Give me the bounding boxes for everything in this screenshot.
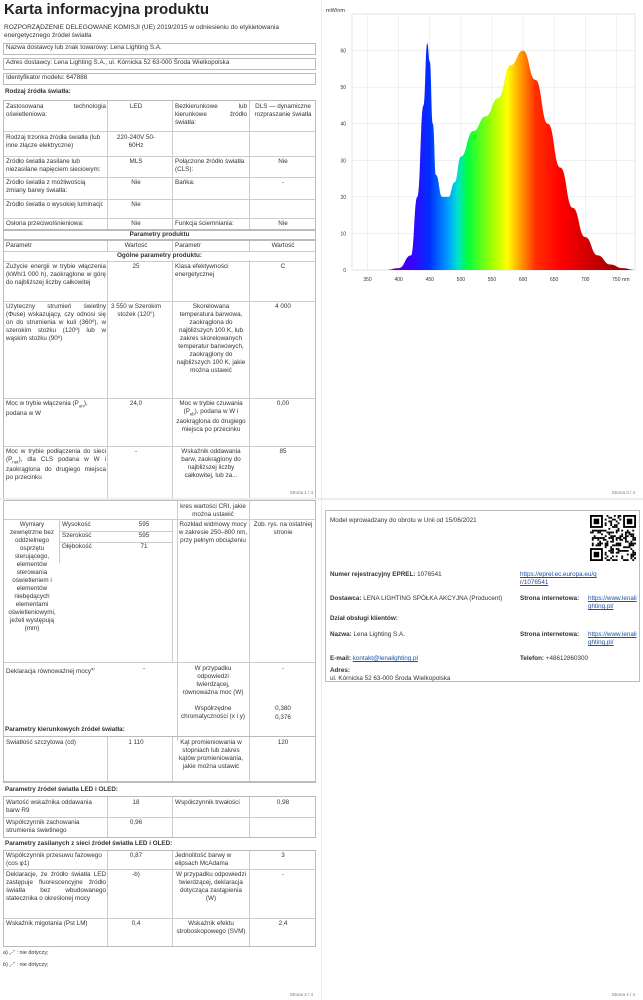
source-label: Rodzaj trzonka źródła światła (lub inne złącze elektryczne) [6, 134, 101, 149]
spectrum-value: Zob. rys. na ostatniej stronie [253, 521, 313, 536]
param-value: 120 [277, 739, 289, 746]
supplier-row [3, 43, 316, 55]
market-date: Model wprowadzany do obrotu w Unii od 15/06/2021 [330, 517, 477, 524]
x-tick-label: 350 [363, 277, 372, 283]
col-param: Parametr [175, 242, 201, 249]
page-number: Strona 3 / 4 [611, 490, 635, 495]
address-value: Lena Lighting S.A., ul. Kórnicka 52 63-000 Środa Wielkopolska [53, 59, 230, 66]
param-label: Wskaźnik oddawania barw, zaokrąglony do najbliższej liczby całkowitej, lub za... [181, 448, 241, 479]
dim-name: Wysokość [62, 521, 91, 528]
x-tick-label: 600 [518, 277, 528, 283]
param-value: 85 [279, 448, 287, 455]
param-value: 2,4 [278, 920, 288, 927]
source-label: Zastosowana technologia oświetleniowa: [6, 103, 106, 118]
param-value: 3 550 w Szerokim stożek (120°) [110, 303, 162, 318]
y-tick-labels [340, 49, 346, 274]
source-value: - [281, 179, 285, 186]
param-value: 0,98 [276, 799, 290, 806]
param-value: 0,87 [129, 852, 143, 859]
footnote-b: b) „-” : nie dotyczy; [3, 962, 49, 968]
param-label: W przypadku odpowiedzi twierdzącej, deklaracja dotycząca zastąpienia (W) [175, 871, 246, 902]
source-value: Nie [131, 220, 141, 227]
source-value: Nie [278, 158, 288, 165]
source-label: Źródło światła z możliwością zmiany barwy światła: [6, 179, 86, 194]
y-tick-label: 0 [343, 268, 346, 274]
name-label: Nazwa: [330, 631, 352, 638]
param-label: Zużycie energii w trybie włączenia (kWh/1 000 h), zaokrąglone w górę do najbliższej liczby całkowitej [6, 263, 106, 286]
page-4 [322, 500, 643, 1000]
model-label: Identyfikator modelu: [6, 74, 65, 81]
address-label: Adres dostawcy: [6, 59, 53, 66]
info-box [325, 510, 640, 682]
email-row [330, 655, 418, 663]
param-value: 24,0 [129, 400, 143, 407]
source-label: Bańka: [175, 179, 195, 186]
param-label: Światłość szczytowa (cd) [6, 739, 76, 746]
dim-value: 595 [138, 521, 150, 528]
dim-name: Szerokość [62, 532, 92, 539]
source-value: DLS — dynamiczne rozpraszanie światła [254, 103, 312, 118]
param-value: -b) [132, 871, 140, 878]
params-header: Parametry produktu [3, 230, 316, 240]
param-value: - [134, 448, 138, 455]
email-link[interactable]: kontakt@lenalighting.pl [352, 655, 418, 662]
equiv-value: - [142, 665, 146, 672]
addr-value: ul. Kórnicka 52 63-000 Środa Wielkopolska [330, 675, 451, 682]
page-2 [0, 500, 321, 1000]
phone-row [520, 655, 588, 663]
param-label: Wskaźnik efektu stroboskopowego (SVM) [176, 920, 246, 935]
led-header: Parametry źródeł światła LED i OLED: [5, 786, 119, 793]
spectrum-label: Rozkład widmowy mocy w zakresie 250–800 nm, przy pełnym obciążeniu [178, 521, 248, 544]
x-tick-labels [363, 277, 620, 283]
eprel-link[interactable]: https://eprel.ec.europa.eu/qr/1076541 [520, 571, 597, 586]
dim-value: 71 [140, 543, 148, 550]
source-table [3, 100, 316, 230]
mains-table [3, 850, 316, 947]
supplier-row [330, 595, 502, 603]
source-value: Nie [131, 179, 141, 186]
param-label: Współczynnik trwałości [175, 799, 240, 806]
param-value: 1 110 [128, 739, 144, 746]
y-tick-label: 60 [340, 48, 346, 55]
param-label: Wskaźnik migotania (Pst LM) [6, 920, 88, 927]
page-title: Karta informacyjna produktu [4, 1, 210, 18]
name-row [330, 631, 405, 639]
param-value: 18 [132, 799, 140, 806]
param-value: 4 000 [275, 303, 291, 310]
regulation-text: ROZPORZĄDZENIE DELEGOWANE KOMISJI (UE) 2019/2015 w odniesieniu do etykietowania energetycznego źródeł światła [4, 24, 280, 39]
spectrum-chart [322, 0, 643, 290]
address-row [3, 58, 316, 70]
chroma-y: 0,376 [275, 714, 291, 721]
dims-label: Wymiary zewnętrzne bez oddzielnego osprzętu sterującego, elementów sterowania oświetleniem i elementów niebędących elementami oświetleniowymi, jeżeli występują (mm) [8, 521, 56, 632]
x-tick-label: 650 [549, 277, 559, 283]
footnote-a: a) „-” : nie dotyczy; [3, 950, 49, 956]
page-1 [0, 0, 321, 498]
addr-label: Adres: [330, 667, 350, 674]
x-unit-label: nm [622, 277, 630, 283]
general-table [3, 240, 316, 498]
dir-header: Parametry kierunkowych źródeł światła: [5, 726, 125, 733]
source-value: LED [129, 103, 143, 110]
x-tick-label: 400 [394, 277, 403, 283]
phone-label: Telefon: [520, 655, 545, 662]
supplier-value: Lena Lighting S.A. [110, 44, 162, 51]
y-tick-label: 50 [340, 85, 346, 92]
source-type-header: Rodzaj źródła światła: [5, 88, 71, 95]
col-value: Wartość [271, 242, 295, 249]
qr-code[interactable] [590, 515, 636, 561]
web2-label: Strona internetowa: [520, 631, 580, 638]
param-value: 3 [281, 852, 285, 859]
source-label: Źródło światła o wysokiej luminacji: [6, 201, 104, 208]
col-param: Parametr [6, 242, 32, 249]
name-value: Lena Lighting S.A. [353, 631, 405, 638]
dim-name: Głębokość [62, 543, 92, 550]
model-value: 647888 [66, 74, 88, 81]
param-label: Klasa efektywności energetycznej [175, 263, 229, 278]
param-label: Moc w trybie włączenia $(P_{on})$, podana w W [6, 400, 88, 418]
source-label: Osłona przeciwolśnieniowa: [6, 220, 84, 227]
param-value: 0,00 [276, 400, 290, 407]
page-number: Strona 4 / 4 [611, 992, 635, 997]
directional-value: - [281, 665, 285, 672]
param-label: Współczynnik zachowania strumienia świetlnego [6, 819, 80, 834]
supplier-label: Nazwa dostawcy lub znak towarowy: [6, 44, 109, 51]
general-header: Ogólne parametry produktu: [4, 252, 315, 260]
cri-tail: kres wartości CRI, jakie można ustawić [180, 503, 246, 518]
eprel-value: 1076541 [417, 571, 442, 578]
source-label: Źródło światła zasilane lub niezasilane napięciem sieciowym: [6, 158, 101, 173]
page-number: Strona 2 / 4 [289, 992, 313, 997]
param-label: Deklaracje, że źródło światła LED zastępuje fluorescencyjne źródło światła bez wbudowanego statecznika o określonej mocy [6, 871, 106, 902]
col-value: Wartość [124, 242, 148, 249]
equiv-label: Deklaracja równoważnej mocy$^{a)}$ [6, 666, 95, 676]
supplier-label: Dostawca: [330, 595, 362, 602]
directional-label: W przypadku odpowiedzi twierdzącej, równoważna moc (W) [182, 665, 244, 696]
param-label: Współczynnik przesuwu fazowego (cos φ1) [6, 852, 102, 867]
dir-table [3, 736, 316, 782]
web-link[interactable]: https://www.lenalighting.pl/ [588, 595, 637, 610]
param-label: Moc w trybie czuwania $(P_{sb})$, podana w W i zaokrąglona do drugiego miejsca po przecinku [176, 400, 246, 434]
source-value: Nie [131, 201, 141, 208]
param-label: Kąt promieniowania w stopniach lub zakres kątów promieniowania, jakie można ustawić [178, 739, 244, 770]
source-value: 220-240V 50-60Hz [116, 134, 156, 149]
x-tick-label: 700 [581, 277, 590, 283]
param-value: 25 [132, 263, 140, 270]
x-tick-label: 550 [487, 277, 497, 283]
source-label: Funkcja ściemniania: [175, 220, 234, 227]
service-header: Dział obsługi klientów: [330, 615, 398, 622]
supplier-value: LENA LIGHTING SPÓŁKA AKCYJNA (Producent) [363, 595, 503, 602]
mains-header: Parametry zasilanych z sieci źródeł światła LED i OLED: [5, 840, 173, 847]
source-value: Nie [278, 220, 288, 227]
param-label: Wartość wskaźnika oddawania barw R9 [6, 799, 92, 814]
phone-value: +48612860300 [545, 655, 588, 662]
page-3 [322, 0, 643, 498]
x-tick-label: 500 [456, 277, 466, 283]
param-value: 0,96 [129, 819, 143, 826]
param-value: - [281, 871, 285, 878]
source-label: Bezkierunkowe lub kierunkowe źródło światła: [175, 103, 247, 126]
chroma-label: Współrzędne chromatyczności (x i y) [180, 705, 246, 720]
x-tick-label: 750 [612, 277, 621, 283]
param-value: 0,4 [131, 920, 141, 927]
x-tick-label: 450 [425, 277, 434, 283]
y-tick-label: 30 [340, 158, 346, 165]
param-label: Jednolitość barwy w elipsach McAdama [175, 852, 232, 867]
param-value: C [280, 263, 286, 270]
source-value: MLS [129, 158, 143, 165]
dim-value: 595 [138, 532, 150, 539]
eprel-label: Numer rejestracyjny EPREL: [330, 571, 416, 578]
param-label: Skorelowana temperatura barwowa, zaokrąglona do najbliższych 100 K, lub zakres skorelowanych temperatur barwowych, zaokrąglony do najbliższych 100 K, jakie można ustawić [176, 303, 246, 374]
y-unit-label: mW/nm [326, 8, 345, 14]
param-label: Moc w trybie podłączenia do sieci $(P_{net})$, dla CLS podana w W i zaokrąglona do drugiego miejsca po przecinku [6, 448, 106, 482]
model-row [3, 73, 316, 85]
eprel-row [330, 571, 442, 579]
led-table [3, 796, 316, 838]
source-label: Połączone źródło światła (CLS): [175, 158, 245, 173]
web-label: Strona internetowa: [520, 595, 580, 602]
y-tick-label: 20 [340, 194, 346, 201]
y-tick-label: 40 [340, 121, 346, 128]
y-tick-label: 10 [340, 231, 346, 238]
email-label: E-mail: [330, 655, 351, 662]
param-label: Użyteczny strumień świetlny (Φuse) wskazujący, czy odnosi się on do strumienia w kuli (360º), w szerokim stożku (120º) lub w wąskim stożku (90º) [6, 303, 106, 342]
chroma-x: 0,380 [275, 705, 291, 712]
page-number: Strona 1 / 4 [289, 490, 313, 495]
web2-link[interactable]: https://www.lenalighting.pl/ [588, 631, 637, 646]
